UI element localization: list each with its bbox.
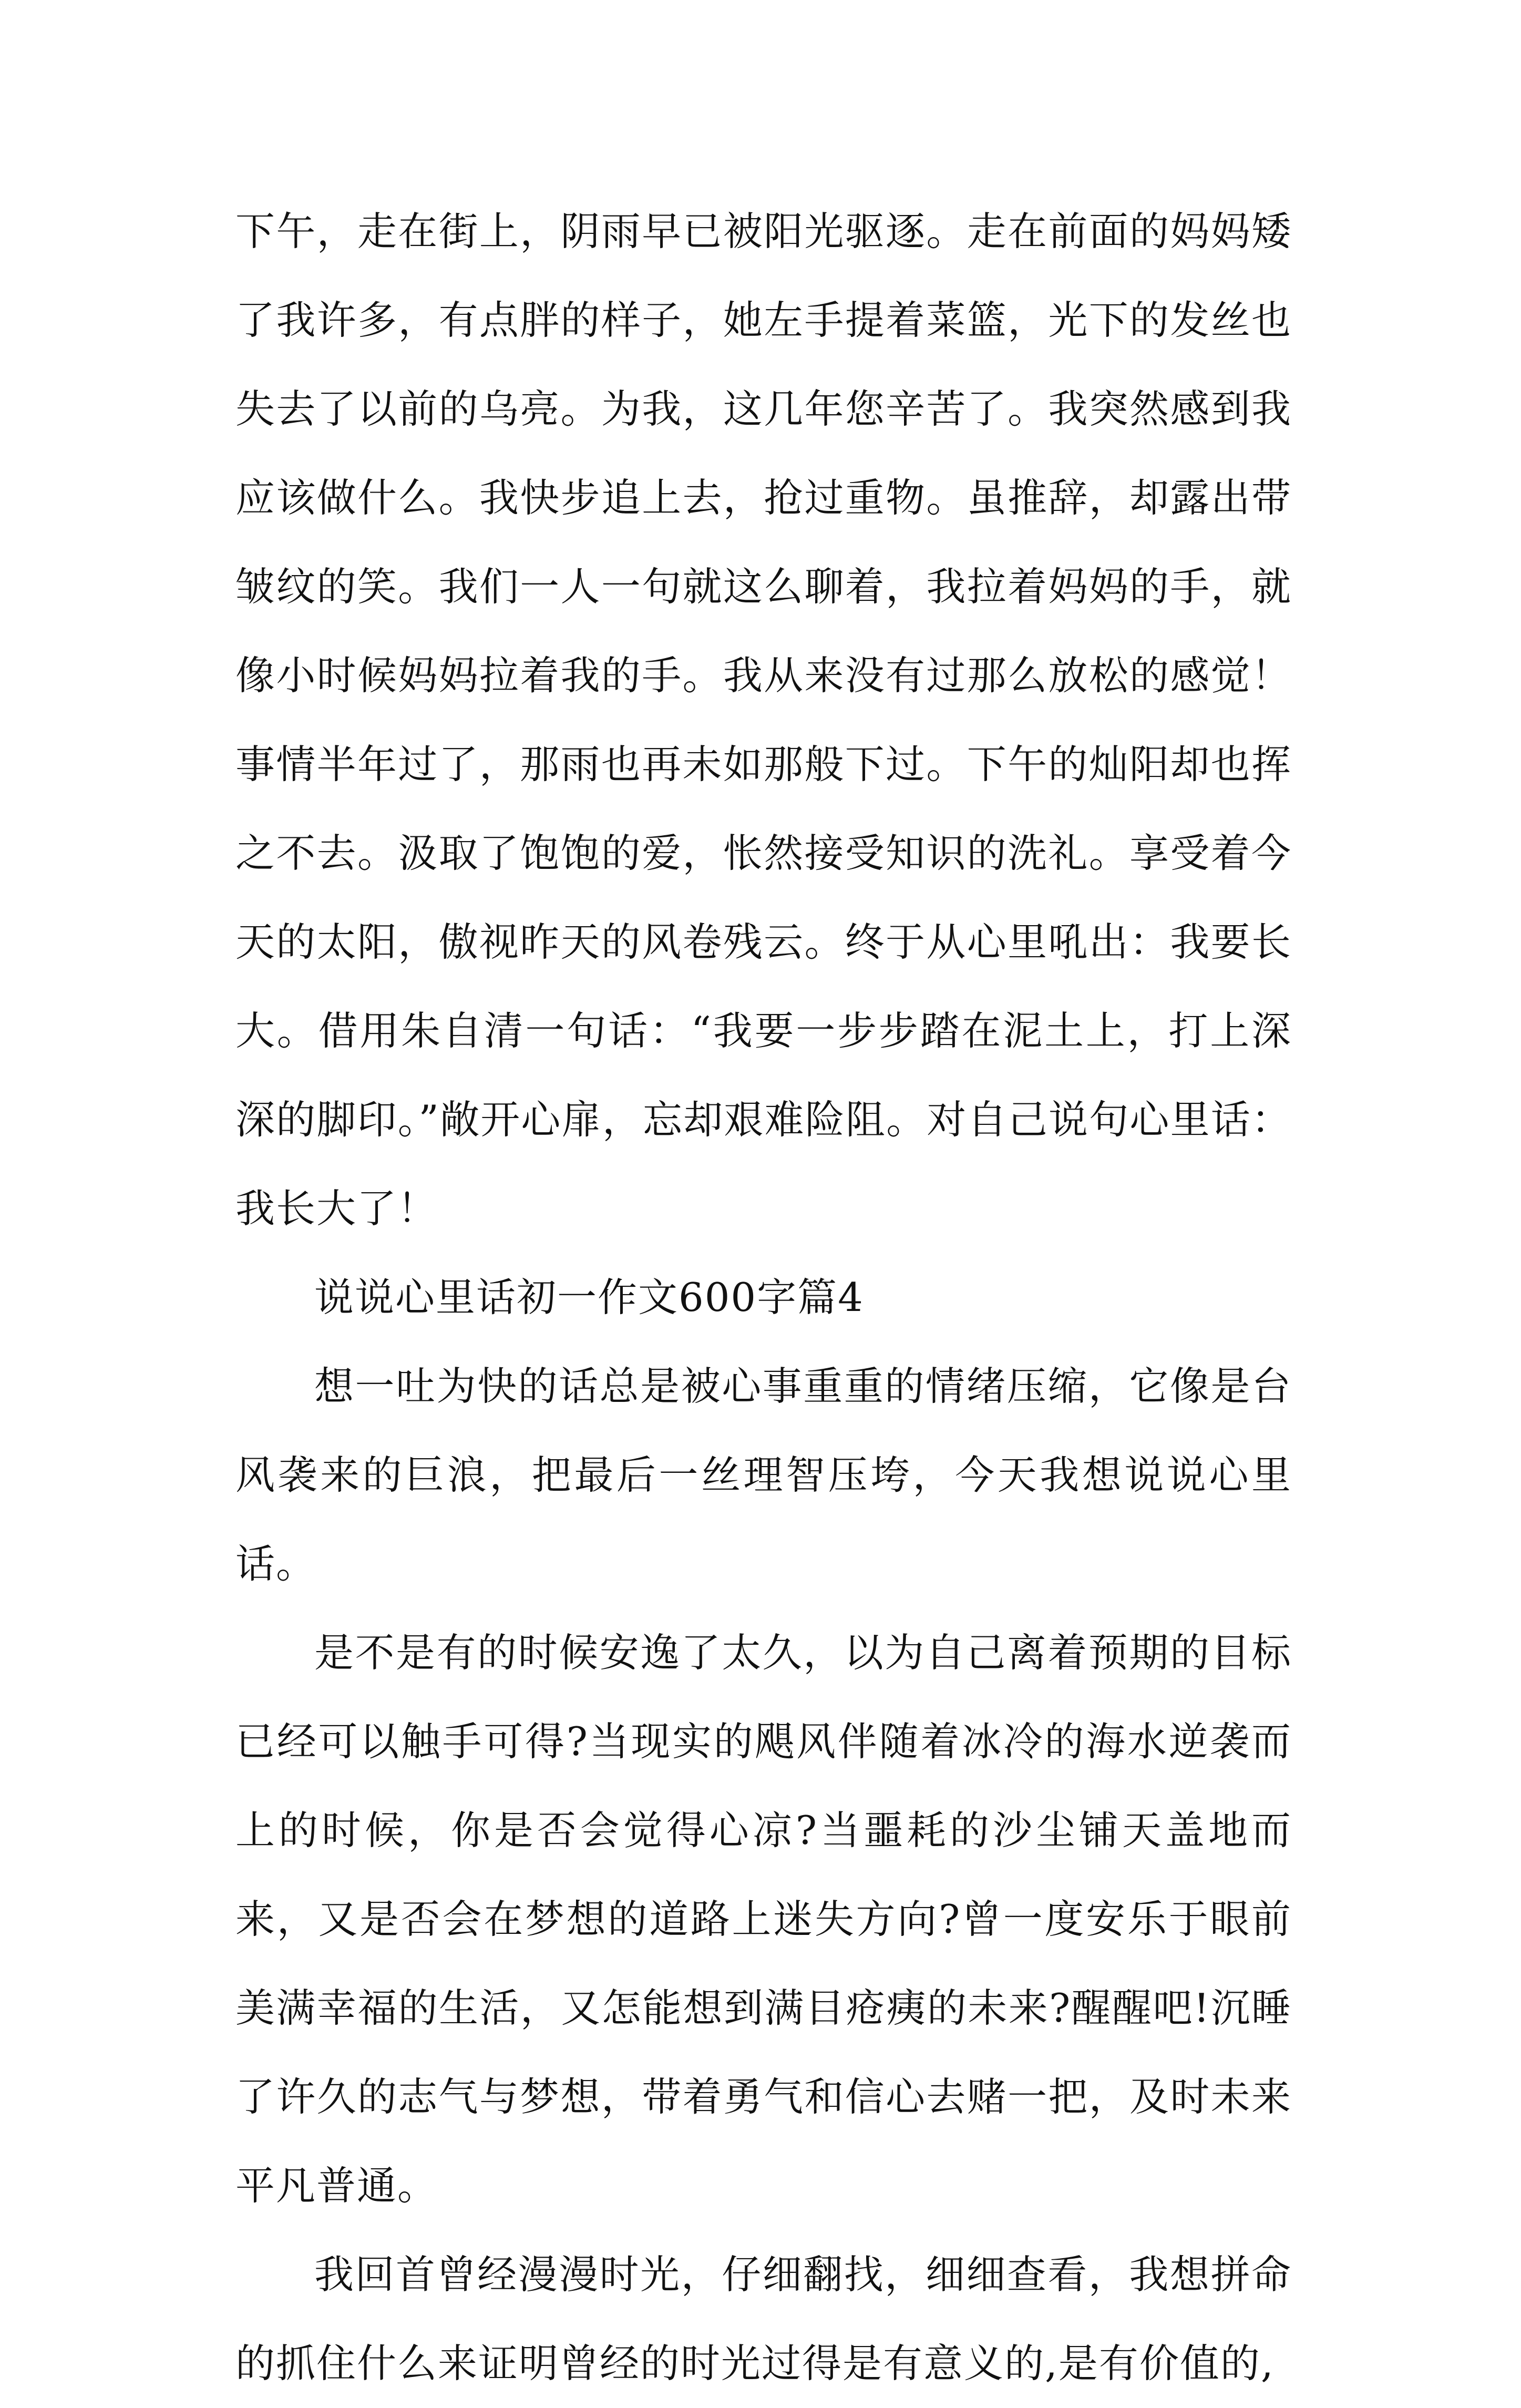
paragraph-3: 是不是有的时候安逸了太久，以为自己离着预期的目标已经可以触手可得?当现实的飓风伴随着冰冷的海水逆袭而上的时候，你是否会觉得心凉?当噩耗的沙尘铺天盖地而来，又是否会在梦想的道路上迷失方向?曾一度安乐于眼前美满幸福的生活，又怎能想到满目疮痍的未来?醒醒吧!沉睡了许久的志气与梦想，带着勇气和信心去赌一把，及时未来平凡普通。 [235, 1630, 1292, 2209]
paragraph-1: 下午，走在街上，阴雨早已被阳光驱逐。走在前面的妈妈矮了我许多，有点胖的样子，她左手提着菜篮，光下的发丝也失去了以前的乌亮。为我，这几年您辛苦了。我突然感到我应该做什么。我快步追上去，抢过重物。虽推辞，却露出带皱纹的笑。我们一人一句就这么聊着，我拉着妈妈的手，就像小时候妈妈拉着我的手。我从来没有过那么放松的感觉！事情半年过了，那雨也再未如那般下过。下午的灿阳却也挥之不去。汲取了饱饱的爱，怅然接受知识的洗礼。享受着今天的太阳，傲视昨天的风卷残云。终于从心里吼出：我要长大。借用朱自清一句话：“我要一步步踏在泥土上，打上深深的脚印。”敞开心扉，忘却艰难险阻。对自己说句心里话：我长大了！ [235, 208, 1292, 1232]
paragraph-4: 我回首曾经漫漫时光，仔细翻找，细细查看，我想拼命的抓住什么来证明曾经的时光过得是有意义的,是有价值的, [235, 2251, 1292, 2386]
paragraph-2: 想一吐为快的话总是被心事重重的情绪压缩，它像是台风袭来的巨浪，把最后一丝理智压垮，今天我想说说心里话。 [235, 1363, 1292, 1587]
document-body [235, 187, 1292, 2408]
section-heading: 说说心里话初一作文600字篇4 [314, 1274, 864, 1320]
